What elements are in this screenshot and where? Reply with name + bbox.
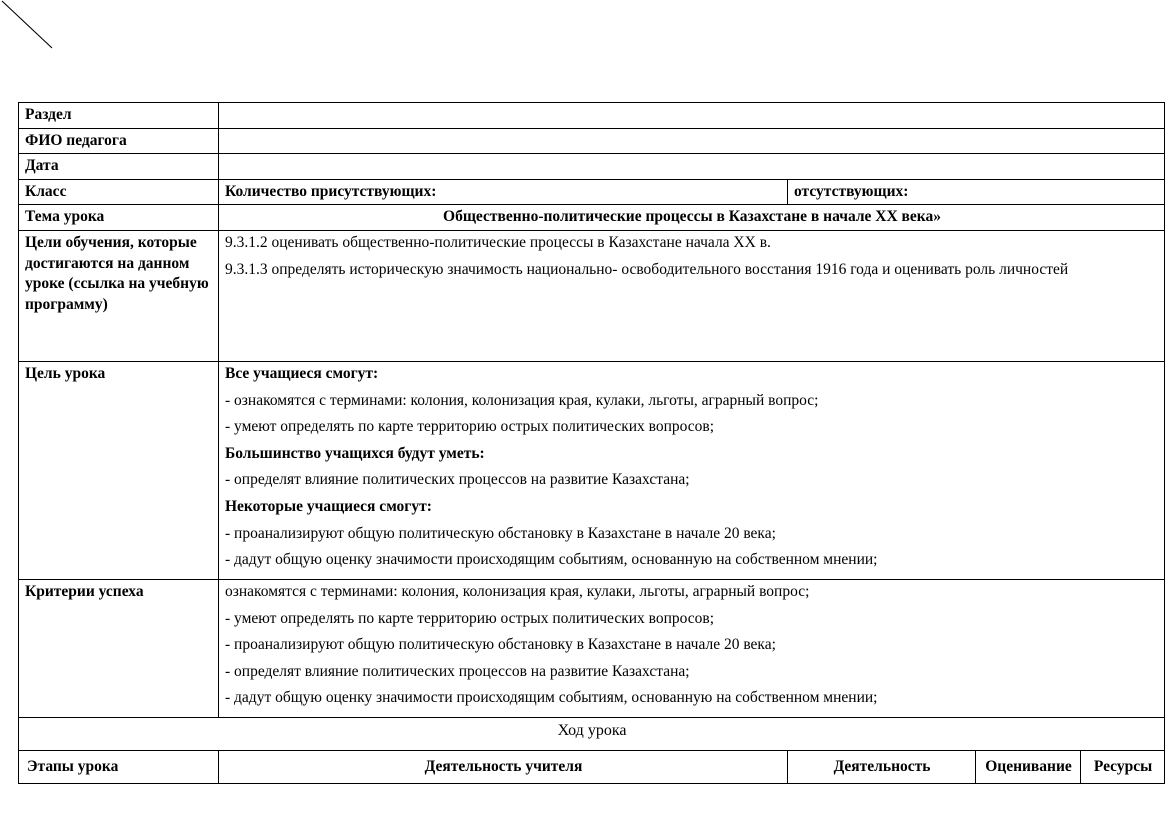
lesson-plan-table — [18, 102, 1165, 784]
topic-value[interactable]: Общественно-политические процессы в Казахстане в начале XX века» — [219, 205, 1165, 231]
column-header-teacher-activity: Деятельность учителя — [219, 750, 788, 783]
goal-item: - определят влияние политических процессов на развитие Казахстана; — [225, 471, 690, 489]
table-row-teacher — [19, 128, 1165, 154]
teacher-label: ФИО педагога — [19, 128, 219, 154]
objective-item: 9.3.1.3 определять историческую значимость национально- освободительного восстания 1916 года и оценивать роль личностей — [225, 260, 1069, 278]
criteria-item: - умеют определять по карте территорию острых политических вопросов; — [225, 609, 715, 627]
lesson-plan-document — [18, 102, 1164, 784]
table-row-goal — [19, 362, 1165, 580]
criteria-item: ознакомятся с терминами: колония, колонизация края, кулаки, льготы, аграрный вопрос; — [225, 582, 810, 600]
column-header-assessment: Оценивание — [976, 750, 1081, 783]
goal-group-heading: Все учащиеся смогут: — [225, 365, 379, 383]
absent-count-label[interactable]: отсутствующих: — [788, 179, 1165, 205]
section-value[interactable] — [219, 103, 1165, 129]
corner-diagonal-mark — [0, 0, 60, 56]
criteria-label: Критерии успеха — [19, 579, 219, 717]
objectives-label: Цели обучения, которые достигаются на данном уроке (ссылка на учебную программу) — [19, 231, 219, 362]
present-count-label[interactable]: Количество присутствующих: — [219, 179, 788, 205]
objective-item: 9.3.1.2 оценивать общественно-политические процессы в Казахстане начала XX в. — [225, 234, 771, 252]
course-of-lesson-label: Ход урока — [19, 717, 1165, 750]
teacher-value[interactable] — [219, 128, 1165, 154]
goal-item: - ознакомятся с терминами: колония, колонизация края, кулаки, льготы, аграрный вопрос; — [225, 391, 819, 409]
goal-group-heading: Большинство учащихся будут уметь: — [225, 444, 485, 462]
table-row-topic — [19, 205, 1165, 231]
topic-label: Тема урока — [19, 205, 219, 231]
column-header-student-activity: Деятельность — [788, 750, 976, 783]
goal-value[interactable] — [219, 362, 1165, 580]
goal-item: - умеют определять по карте территорию острых политических вопросов; — [225, 418, 715, 436]
class-label: Класс — [19, 179, 219, 205]
date-label: Дата — [19, 154, 219, 180]
column-header-stages: Этапы урока — [19, 750, 219, 783]
table-row-section — [19, 103, 1165, 129]
table-row-class — [19, 179, 1165, 205]
table-row-criteria — [19, 579, 1165, 717]
goal-group-heading: Некоторые учащиеся смогут: — [225, 498, 432, 516]
goal-item: - дадут общую оценку значимости происходящим событиям, основанную на собственном мнении; — [225, 551, 878, 569]
criteria-item: - проанализируют общую политическую обстановку в Казахстане в начале 20 века; — [225, 636, 776, 654]
column-header-resources: Ресурсы — [1081, 750, 1165, 783]
criteria-value[interactable] — [219, 579, 1165, 717]
date-value[interactable] — [219, 154, 1165, 180]
goal-label: Цель урока — [19, 362, 219, 580]
objectives-value[interactable] — [219, 231, 1165, 362]
table-row-objectives — [19, 231, 1165, 362]
table-header-row — [19, 750, 1165, 783]
section-label: Раздел — [19, 103, 219, 129]
goal-item: - проанализируют общую политическую обстановку в Казахстане в начале 20 века; — [225, 524, 776, 542]
criteria-item: - определят влияние политических процессов на развитие Казахстана; — [225, 662, 690, 680]
table-row-date — [19, 154, 1165, 180]
criteria-item: - дадут общую оценку значимости происходящим событиям, основанную на собственном мнении; — [225, 689, 878, 707]
table-row-course-title — [19, 717, 1165, 750]
